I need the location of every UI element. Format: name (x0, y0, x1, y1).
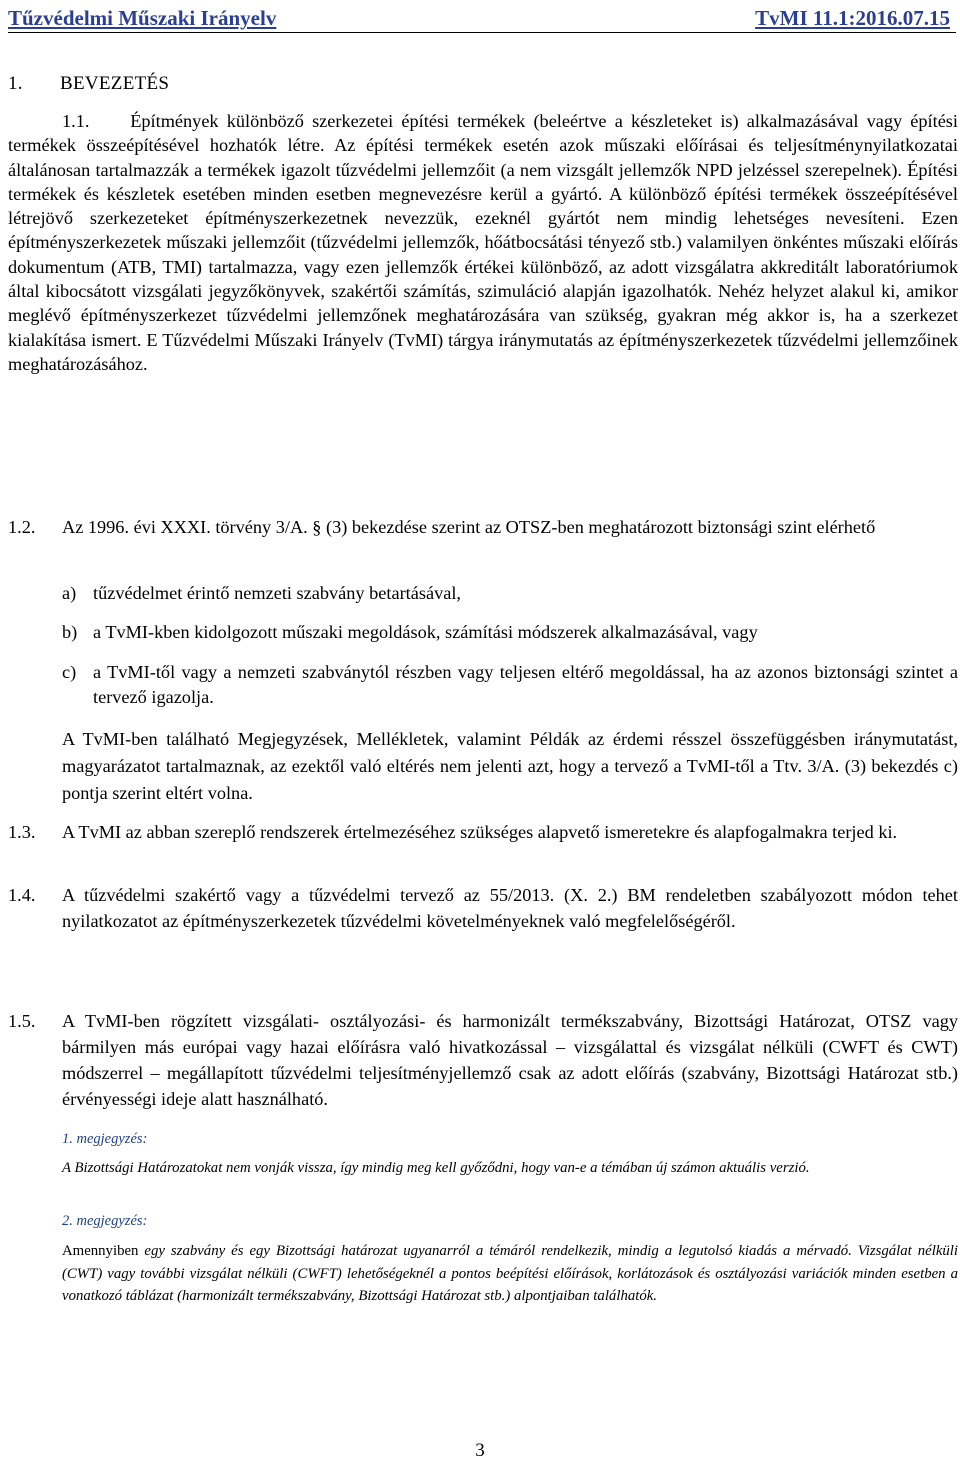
list-item (62, 660, 958, 710)
section-body: A tűzvédelmi szakértő vagy a tűzvédelmi tervező az 55/2013. (X. 2.) BM rendeletben szabályozott módon tehet nyilatkozatot az építményszerkezetek tűzvédelmi követelményeknek való megfelelőségéről. (62, 885, 958, 931)
list-item (62, 620, 958, 645)
list-text: a TvMI-től vagy a nemzeti szabványtól részben vagy teljesen eltérő megoldással, ha az azonos biztonsági szintet a tervező igazolja. (93, 662, 958, 707)
chapter-title: BEVEZETÉS (60, 73, 170, 94)
list-item (62, 581, 958, 606)
section-1-3 (8, 820, 958, 846)
section-number: 1.3. (8, 822, 36, 842)
section-number: 1.5. (8, 1011, 36, 1031)
section-1-4 (8, 883, 958, 934)
chapter-heading (8, 73, 169, 95)
list-text: a TvMI-kben kidolgozott műszaki megoldások, számítási módszerek alkalmazásával, vagy (93, 622, 758, 642)
list-label: c) (62, 662, 77, 682)
note-label: 2. megjegyzés: (62, 1213, 148, 1229)
header-title: Tűzvédelmi Műszaki Irányelv (8, 6, 277, 30)
section-body: Az 1996. évi XXXI. törvény 3/A. § (3) bekezdése szerint az OTSZ-ben meghatározott biztonsági szint elérhető (62, 517, 876, 537)
section-1-1 (8, 109, 958, 376)
section-body: A TvMI-ben rögzített vizsgálati- osztályozási- és harmonizált termékszabvány, Bizottsági Határozat, OTSZ vagy bármilyen más európai vagy hazai előírásra való hivatkozással – vizsgálattal és vizsgálat nélküli (CWFT és CWT) módszerrel – megállapított tűzvédelmi teljesítményjellemző csak az adott előírás (szabvány, Bizottsági Határozat stb.) érvényességi ideje alatt használható. (62, 1011, 958, 1109)
section-1-2-remark: A TvMI-ben található Megjegyzések, Mellékletek, valamint Példák az érdemi résszel összefüggésben iránymutatást, magyarázatot tartalmaznak, az ezektől való eltérés nem jelenti azt, hogy a tervező a TvMI-től a Ttv. 3/A. (3) bekezdés c) pontja szerint eltért volna. (62, 729, 958, 803)
section-1-1-text (8, 109, 958, 376)
note-lead: Amennyiben (62, 1243, 139, 1259)
section-number: 1.1. (62, 111, 90, 131)
list-label: b) (62, 622, 78, 642)
chapter-number: 1. (8, 73, 23, 94)
header-code: TvMI 11.1:2016.07.15 (755, 6, 950, 30)
note-label: 1. megjegyzés: (62, 1131, 148, 1147)
section-body: Építmények különböző szerkezetei építési termékek (beleértve a készleteket is) alkalmazásával vagy építési termékek összeépítésével hozhatók létre. Az építési termékek esetén azok műszaki előírásai és teljesítménynyilatkozatai általánosan tartalmazzák a termékek igazolt tűzvédelmi jellemzőit (a nem vizsgált jellemzők NPD jelzéssel szerepelnek). Építési termékek és készletek esetében minden esetben megnevezésre kerül a gyártó. A különböző építési termékek összeépítésével létrejövő szerkezeteket építményszerkezetnek nevezzük, ezeknél gyártót nem mindig lehetséges nevesíteni. Ezen építményszerkezetek műszaki jellemzőit (tűzvédelmi jellemzők, hőátbocsátási tényező stb.) valamilyen önkéntes műszaki előírás dokumentum (ATB, TMI) tartalmazza, vagy ezen jellemzők értékei különböző, az adott vizsgálatra akkreditált laboratóriumok által kibocsátott vizsgálati jegyzőkönyvek, szakértői számítás, szimuláció alapján igazolhatók. Nehéz helyzet alakul ki, amikor meglévő építményszerkezet tűzvédelmi jellemzőnek meghatározására van szükség, gyakran még akkor is, ha a szerkezet kialakítása ismert. E Tűzvédelmi Műszaki Irányelv (TvMI) tárgya iránymutatás az építményszerkezetek tűzvédelmi jellemzőinek meghatározásához. (8, 111, 959, 374)
section-1-5 (8, 1008, 958, 1112)
page-header (8, 4, 956, 33)
note-body: egy szabvány és egy Bizottsági határozat ugyanarról a témáról rendelkezik, mindig a legutolsó kiadás a mérvadó. Vizsgálat nélküli (CWT) vagy további vizsgálat nélküli (CWFT) lehetőségeknél a pontos beépítési előírások, korlátozások és osztályozási variációk minden esetben a vonatkozó táblázat (harmonizált termékszabvány, Bizottsági Határozat stb.) alpontjaiban találhatók. (62, 1243, 959, 1304)
page-number: 3 (475, 1440, 485, 1461)
section-number: 1.2. (8, 517, 36, 537)
section-number: 1.4. (8, 885, 36, 905)
section-1-2 (8, 515, 958, 539)
note-text (62, 1240, 958, 1308)
list-label: a) (62, 583, 77, 603)
note-text: A Bizottsági Határozatokat nem vonják vissza, így mindig meg kell győződni, hogy van-e a témában új számon aktuális verzió. (62, 1160, 810, 1176)
section-body: A TvMI az abban szereplő rendszerek értelmezéséhez szükséges alapvető ismeretekre és alapfogalmakra terjed ki. (62, 822, 898, 842)
list-text: tűzvédelmet érintő nemzeti szabvány betartásával, (93, 583, 461, 603)
